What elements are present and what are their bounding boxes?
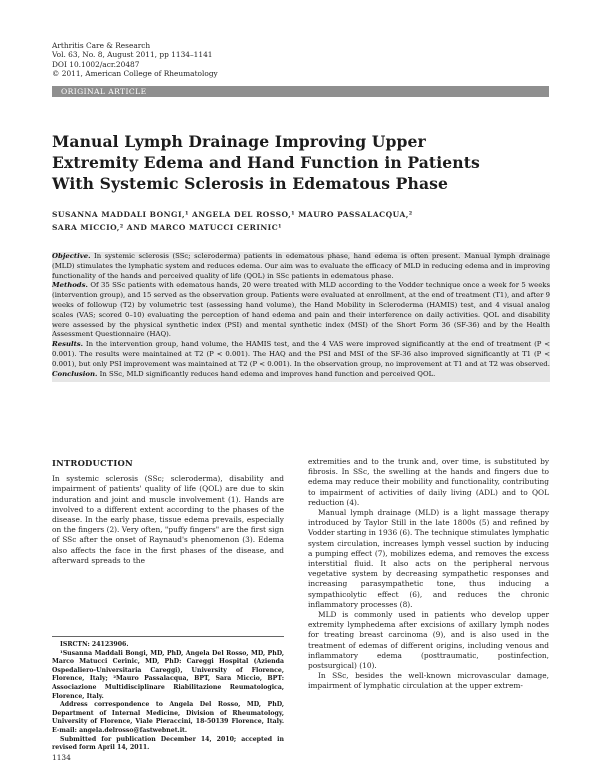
intro-right-paragraph-2: Manual lymph drainage (MLD) is a light massage therapy introduced by Taylor Still in the late 1800s (5) and refined by Vodder starting in 1936 (6). The technique stimulates lymphatic system circulation, increases lymph vessel suction by inducing a pumping effect (7), mobilizes edema, and removes the excess interstitial fluid. It also acts on the peripheral nervous vegetative system by decreasing sympathetic responses and increasing parasympathetic tone, thus inducing a sympathicolytic effect (6), and reduces the chronic inflammatory processes (8).: [308, 508, 549, 609]
abstract-box: [52, 252, 550, 382]
methods-text: Of 35 SSc patients with edematous hands, 20 were treated with MLD according to the Vodder technique once a week for 5 weeks (intervention group), and 15 served as the observation group. Patients were evaluated at enrollment, at the end of treatment (T1), and after 9 weeks of followup (T2) by volumetric test (assessing hand volume), the Hand Mobility in Scleroderma (HAMIS) test, and 4 visual analog scales (VAS; scored 0–10) evaluating the perception of hand edema and pain and their interference on daily activities. QOL and disability were assessed by the physical synthetic index (PSI) and mental synthetic index (MSI) of the Short Form 36 (SF-36) and by the Health Assessment Questionnaire (HAQ).: [52, 281, 550, 339]
footnote-submitted: Submitted for publication December 14, 2010; accepted in revised form April 14, 2011.: [52, 735, 284, 752]
author-list: [52, 208, 552, 234]
intro-right-paragraph-3: MLD is commonly used in patients who develop upper extremity lymphedema after excisions of axillary lymph nodes for treating breast carcinoma (9), and is also used in the treatment of edemas of different origins, including venous and inflammatory edema (posttraumatic, postinfection, postsurgical) (10).: [308, 610, 549, 671]
journal-info: [52, 41, 218, 79]
right-column: [308, 457, 549, 692]
title-line-1: Manual Lymph Drainage Improving Upper: [52, 132, 426, 151]
intro-heading: INTRODUCTION: [52, 458, 133, 468]
objective-label: Objective.: [52, 252, 91, 260]
authors-line-2: SARA MICCIO,² AND MARCO MATUCCI CERINIC¹: [52, 223, 282, 232]
journal-doi: DOI 10.1002/acr.20487: [52, 59, 140, 69]
footnote-block: [52, 636, 284, 753]
conclusion-label: Conclusion.: [52, 369, 98, 378]
journal-name: Arthritis Care & Research: [52, 41, 151, 50]
methods-label: Methods.: [52, 281, 88, 290]
title-line-2: Extremity Edema and Hand Function in Patients: [52, 153, 480, 172]
intro-left-paragraph: In systemic sclerosis (SSc; scleroderma), disability and impairment of patients' quality of life (QOL) are due to skin induration and joint and muscle involvement (1). Hands are involved to a different extent according to the phases of the disease. In the early phase, tissue edema prevails, especially on the fingers (2). Very often, "puffy fingers" are the first sign of SSc after the onset of Raynaud's phenomenon (3). Edema also affects the face in the first phases of the disease, and afterward spreads to the: [52, 474, 284, 565]
conclusion-text: In SSc, MLD significantly reduces hand edema and improves hand function and perceived QOL.: [99, 369, 436, 378]
objective-text: In systemic sclerosis (SSc; scleroderma) patients in edematous phase, hand edema is often present. Manual lymph drainage (MLD) stimulates the lymphatic system and reduces edema. Our aim was to evaluate the efficacy of MLD in reducing edema and in improving functionality of the hands and perceived quality of life (QOL) in SSc patients in edematous phase.: [52, 252, 550, 280]
abstract-conclusion: [52, 370, 550, 380]
footnote-isrctn: ISRCTN: 24123906.: [60, 641, 129, 648]
article-title: [52, 131, 552, 194]
abstract-objective: [52, 252, 550, 281]
journal-copyright: © 2011, American College of Rheumatology: [52, 69, 218, 79]
abstract-methods: [52, 281, 550, 340]
authors-line-1: SUSANNA MADDALI BONGI,¹ ANGELA DEL ROSSO,¹ MAURO PASSALACQUA,²: [52, 210, 413, 219]
abstract-results: [52, 340, 550, 369]
journal-volume: Vol. 63, No. 8, August 2011, pp 1134–1141: [52, 50, 213, 60]
intro-right-paragraph-4: In SSc, besides the well-known microvascular damage, impairment of lymphatic circulation at the upper extrem-: [308, 671, 549, 691]
footnote-affiliations: ¹Susanna Maddali Bongi, MD, PhD, Angela Del Rosso, MD, PhD, Marco Matucci Cerinic, MD, PhD: Careggi Hospital (Azienda Ospedaliero-Universitaria Careggi), University of Florence, Florence, Italy; ²Mauro Passalacqua, BPT, Sara Miccio, BPT: Associazione Multidisciplinare Riabilitazione Reumatologica, Florence, Italy.: [52, 649, 284, 700]
section-label: ORIGINAL ARTICLE: [52, 86, 549, 97]
title-line-3: With Systemic Sclerosis in Edematous Phase: [52, 174, 449, 193]
footnote-address: Address correspondence to Angela Del Rosso, MD, PhD, Department of Internal Medicine, Division of Rheumatology, University of Florence, Viale Pieraccini, 18-50139 Florence, Italy. E-mail: angela.delrosso@fastwebnet.it.: [52, 701, 284, 734]
intro-right-paragraph-1: extremities and to the trunk and, over time, is substituted by fibrosis. In SSc, the swelling at the hands and fingers due to edema may reduce their mobility and functionality, contributing to impairment of activities of daily living (ADL) and to QOL reduction (4).: [308, 457, 549, 507]
left-column: [52, 458, 284, 566]
results-text: In the intervention group, hand volume, the HAMIS test, and the 4 VAS were improved significantly at the end of treatment (P < 0.001). The results were maintained at T2 (P < 0.001). The HAQ and the PSI and MSI of the SF-36 also improved significantly at T1 (P < 0.001), but only PSI improvement was maintained at T2 (P < 0.001). In the observation group, no improvement at T1 and at T2 was observed.: [52, 340, 550, 368]
page-number: 1134: [52, 753, 71, 762]
results-label: Results.: [52, 340, 84, 349]
